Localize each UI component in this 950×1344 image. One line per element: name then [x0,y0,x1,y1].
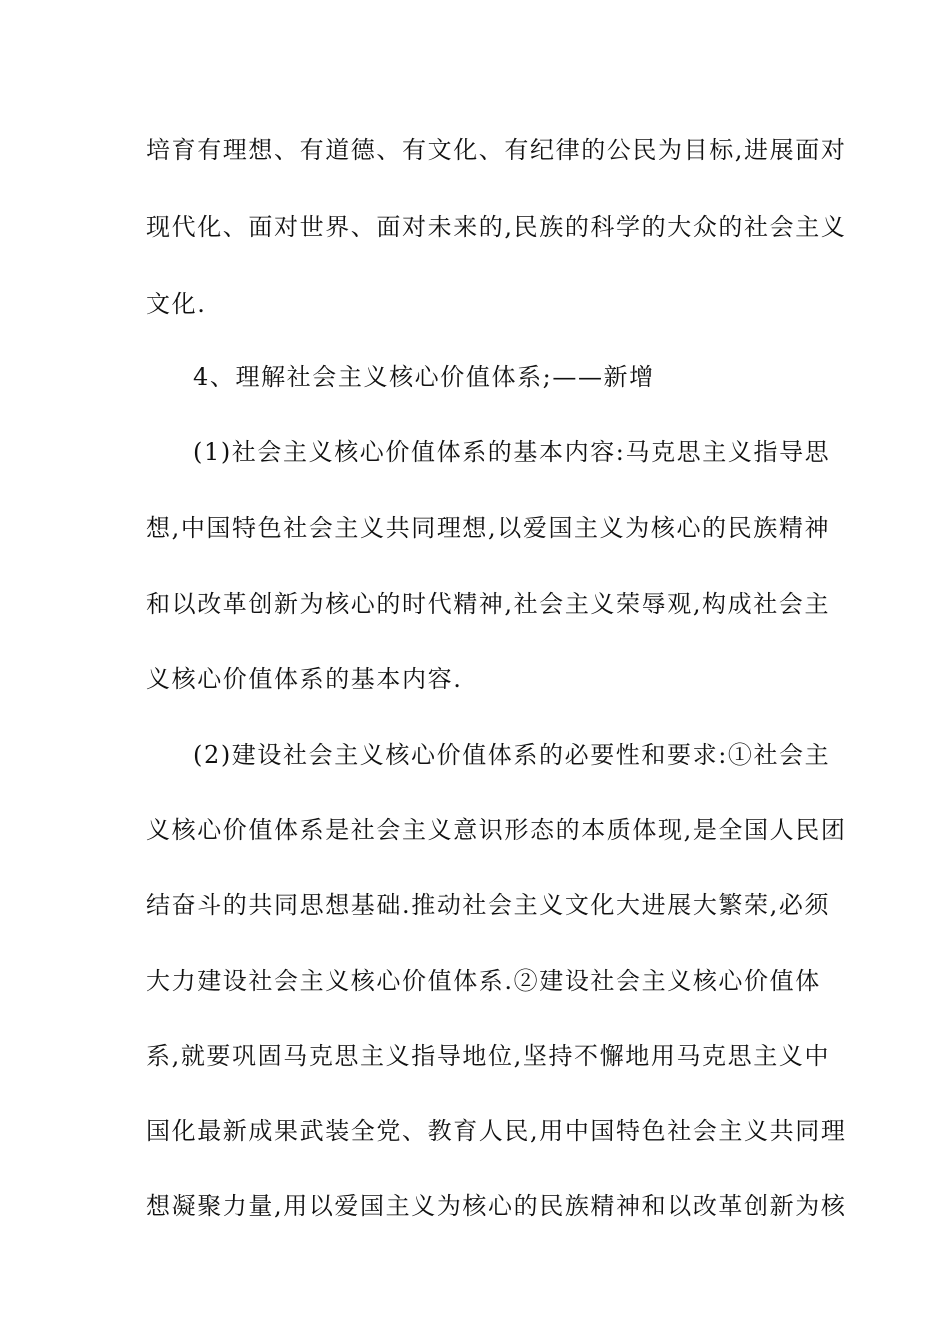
text-line: 和以改革创新为核心的时代精神,社会主义荣辱观,构成社会主 [146,590,831,618]
text-line: 现代化、面对世界、面对未来的,民族的科学的大众的社会主义 [146,213,847,241]
text-line: 文化. [146,290,207,318]
text-line: 义核心价值体系的基本内容. [146,665,463,693]
text-line: 想,中国特色社会主义共同理想,以爱国主义为核心的民族精神 [146,514,831,542]
text-line: 大力建设社会主义核心价值体系.②建设社会主义核心价值体 [146,967,821,995]
section-heading: 4、理解社会主义核心价值体系;——新增 [193,363,655,391]
text-line: 想凝聚力量,用以爱国主义为核心的民族精神和以改革创新为核 [146,1192,847,1220]
text-line: (2)建设社会主义核心价值体系的必要性和要求:①社会主 [193,741,831,769]
text-line: 培育有理想、有道德、有文化、有纪律的公民为目标,进展面对 [146,136,847,164]
text-line: 国化最新成果武装全党、教育人民,用中国特色社会主义共同理 [146,1117,847,1145]
text-line: 义核心价值体系是社会主义意识形态的本质体现,是全国人民团 [146,816,847,844]
text-line: (1)社会主义核心价值体系的基本内容:马克思主义指导思 [193,438,831,466]
text-line: 系,就要巩固马克思主义指导地位,坚持不懈地用马克思主义中 [146,1042,831,1070]
text-line: 结奋斗的共同思想基础.推动社会主义文化大进展大繁荣,必须 [146,891,831,919]
